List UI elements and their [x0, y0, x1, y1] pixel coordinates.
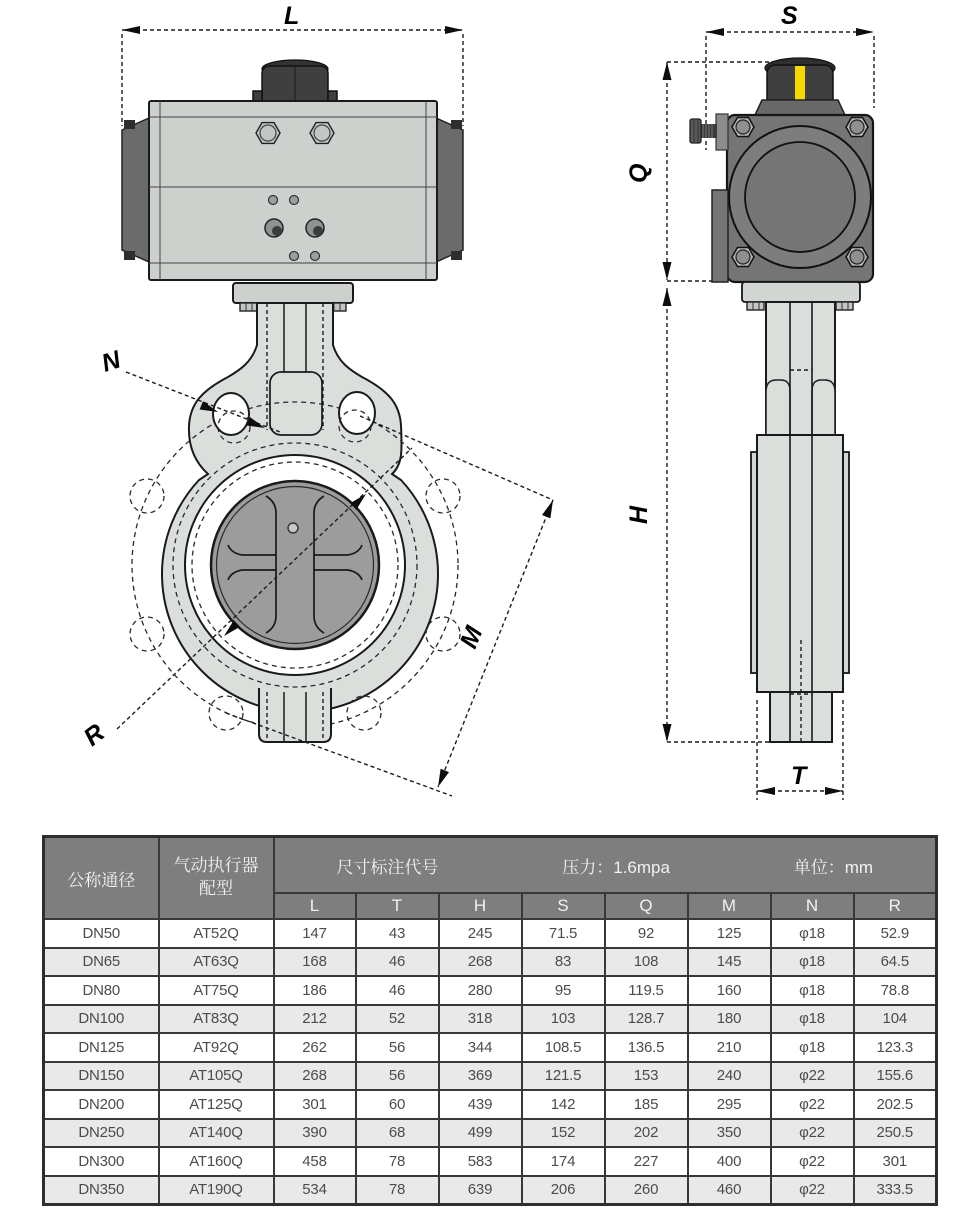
table-cell: 344 [439, 1033, 522, 1062]
table-row [44, 919, 937, 948]
table-cell: 71.5 [522, 919, 605, 948]
table-cell: 583 [439, 1147, 522, 1176]
table-cell: φ22 [771, 1147, 854, 1176]
table-cell: 268 [274, 1062, 356, 1091]
header-pressure: 压力：1.6mpa [562, 857, 670, 877]
table-cell: AT52Q [159, 919, 274, 948]
table-cell: 212 [274, 1005, 356, 1034]
table-cell: 43 [356, 919, 439, 948]
dimension-H [625, 288, 772, 742]
screw-bracket [716, 114, 728, 150]
table-row [44, 1062, 937, 1091]
table-cell: AT190Q [159, 1176, 274, 1205]
table-cell: 52.9 [854, 919, 937, 948]
table-cell: 125 [688, 919, 771, 948]
table-cell: 460 [688, 1176, 771, 1205]
table-cell: DN80 [44, 976, 159, 1005]
table-cell: 60 [356, 1090, 439, 1119]
table-cell: 78 [356, 1147, 439, 1176]
dim-label-n: N [98, 345, 125, 378]
header-unit: 单位：mm [793, 857, 874, 877]
table-cell: 240 [688, 1062, 771, 1091]
table-cell: 185 [605, 1090, 688, 1119]
table-cell: 639 [439, 1176, 522, 1205]
table-cell: 206 [522, 1176, 605, 1205]
table-cell: DN65 [44, 948, 159, 977]
table-cell: DN125 [44, 1033, 159, 1062]
mount-plate-side [742, 282, 860, 302]
table-cell: AT105Q [159, 1062, 274, 1091]
table-row [44, 976, 937, 1005]
indicator-yellow-stripe [795, 66, 805, 100]
table-cell: AT125Q [159, 1090, 274, 1119]
port-hole [311, 252, 320, 261]
table-cell: AT140Q [159, 1119, 274, 1148]
table-cell: 202 [605, 1119, 688, 1148]
actuator-end-cap [122, 118, 149, 262]
table-cell: 52 [356, 1005, 439, 1034]
table-cell: 46 [356, 948, 439, 977]
dim-label-l: L [284, 2, 300, 30]
table-cell: 142 [522, 1090, 605, 1119]
table-cell: 202.5 [854, 1090, 937, 1119]
table-cell: 46 [356, 976, 439, 1005]
front-view [78, 2, 553, 796]
table-cell: 301 [274, 1090, 356, 1119]
table-cell: 174 [522, 1147, 605, 1176]
col-header-H: H [439, 893, 522, 919]
screw-head [690, 119, 701, 143]
table-cell: 92 [605, 919, 688, 948]
bolt-hole-phantom [130, 617, 164, 651]
table-cell: 227 [605, 1147, 688, 1176]
table-cell: 160 [688, 976, 771, 1005]
table-cell: 68 [356, 1119, 439, 1148]
dim-label-t: T [791, 762, 807, 790]
header-actuator-model [159, 837, 274, 920]
table-cell: 83 [522, 948, 605, 977]
table-row [44, 1033, 937, 1062]
table-cell: 318 [439, 1005, 522, 1034]
col-header-N: N [771, 893, 854, 919]
dim-table-body [44, 919, 937, 1205]
table-cell: AT92Q [159, 1033, 274, 1062]
table-cell: 153 [605, 1062, 688, 1091]
table-cell: 186 [274, 976, 356, 1005]
port-hole [290, 252, 299, 261]
table-cell: 499 [439, 1119, 522, 1148]
header-actuator-line2: 配型 [199, 879, 233, 898]
table-cell: 301 [854, 1147, 937, 1176]
table-cell: 128.7 [605, 1005, 688, 1034]
table-cell: 168 [274, 948, 356, 977]
table-cell: 210 [688, 1033, 771, 1062]
dimension-table [42, 835, 938, 1206]
table-cell: 155.6 [854, 1062, 937, 1091]
table-cell: φ22 [771, 1176, 854, 1205]
dim-label-h: H [625, 505, 653, 524]
table-cell: DN350 [44, 1176, 159, 1205]
table-cell: 245 [439, 919, 522, 948]
col-header-M: M [688, 893, 771, 919]
table-cell: 104 [854, 1005, 937, 1034]
header-actuator-line1: 气动执行器 [173, 856, 259, 876]
table-cell: AT160Q [159, 1147, 274, 1176]
bottom-neck [259, 688, 331, 742]
table-cell: DN100 [44, 1005, 159, 1034]
table-row [44, 948, 937, 977]
table-cell: 78 [356, 1176, 439, 1205]
header-merged [274, 837, 937, 894]
table-cell: φ18 [771, 1005, 854, 1034]
table-cell: 458 [274, 1147, 356, 1176]
table-row [44, 1119, 937, 1148]
dim-label-s: S [781, 2, 798, 30]
table-cell: 260 [605, 1176, 688, 1205]
side-view [625, 2, 874, 800]
disc-pin-hole [288, 523, 298, 533]
table-cell: 95 [522, 976, 605, 1005]
table-cell: 64.5 [854, 948, 937, 977]
table-cell: 369 [439, 1062, 522, 1091]
table-cell: DN150 [44, 1062, 159, 1091]
table-cell: 262 [274, 1033, 356, 1062]
table-row [44, 1147, 937, 1176]
table-cell: 78.8 [854, 976, 937, 1005]
table-cell: 152 [522, 1119, 605, 1148]
table-cell: 147 [274, 919, 356, 948]
col-header-S: S [522, 893, 605, 919]
ear-bolt-hole [339, 392, 375, 434]
table-row [44, 1176, 937, 1205]
table-cell: 145 [688, 948, 771, 977]
table-cell: 108 [605, 948, 688, 977]
bolt-hole-phantom [130, 479, 164, 513]
col-header-T: T [356, 893, 439, 919]
table-cell: 56 [356, 1033, 439, 1062]
knob-tab [253, 91, 262, 101]
dim-label-m: M [454, 622, 489, 653]
header-dim-title: 尺寸标注代号 [336, 857, 439, 877]
table-cell: AT75Q [159, 976, 274, 1005]
table-cell: φ22 [771, 1090, 854, 1119]
side-block [712, 190, 728, 282]
table-row [44, 1005, 937, 1034]
table-cell: DN50 [44, 919, 159, 948]
table-cell: φ22 [771, 1062, 854, 1091]
actuator-end-cap [436, 118, 463, 262]
table-cell: φ18 [771, 919, 854, 948]
table-cell: 108.5 [522, 1033, 605, 1062]
valve-body-side [757, 435, 843, 692]
col-header-R: R [854, 893, 937, 919]
bolt-hole-phantom [426, 479, 460, 513]
dim-label-q: Q [625, 163, 653, 183]
header-nominal-diameter: 公称通径 [44, 837, 159, 920]
actuator-top-step [755, 100, 845, 115]
table-cell: φ18 [771, 948, 854, 977]
table-cell: 250.5 [854, 1119, 937, 1148]
table-cell: AT63Q [159, 948, 274, 977]
table-cell: 56 [356, 1062, 439, 1091]
table-cell: 534 [274, 1176, 356, 1205]
table-cell: 400 [688, 1147, 771, 1176]
table-cell: 268 [439, 948, 522, 977]
knob-tab [328, 91, 337, 101]
table-cell: φ18 [771, 1033, 854, 1062]
port-hole [290, 196, 299, 205]
bolt-hole-phantom [426, 617, 460, 651]
table-cell: φ22 [771, 1119, 854, 1148]
table-cell: DN300 [44, 1147, 159, 1176]
mount-flange [233, 283, 353, 303]
col-header-Q: Q [605, 893, 688, 919]
table-cell: 136.5 [605, 1033, 688, 1062]
table-row [44, 1090, 937, 1119]
table-cell: 121.5 [522, 1062, 605, 1091]
table-cell: 103 [522, 1005, 605, 1034]
col-header-L: L [274, 893, 356, 919]
table-cell: 119.5 [605, 976, 688, 1005]
table-cell: DN250 [44, 1119, 159, 1148]
table-cell: 390 [274, 1119, 356, 1148]
port-hole [269, 196, 278, 205]
table-cell: 280 [439, 976, 522, 1005]
table-cell: 333.5 [854, 1176, 937, 1205]
table-cell: 180 [688, 1005, 771, 1034]
dim-label-r: R [78, 718, 110, 752]
table-cell: 295 [688, 1090, 771, 1119]
table-cell: 350 [688, 1119, 771, 1148]
table-cell: 123.3 [854, 1033, 937, 1062]
table-cell: DN200 [44, 1090, 159, 1119]
table-cell: φ18 [771, 976, 854, 1005]
table-cell: 439 [439, 1090, 522, 1119]
table-cell: AT83Q [159, 1005, 274, 1034]
